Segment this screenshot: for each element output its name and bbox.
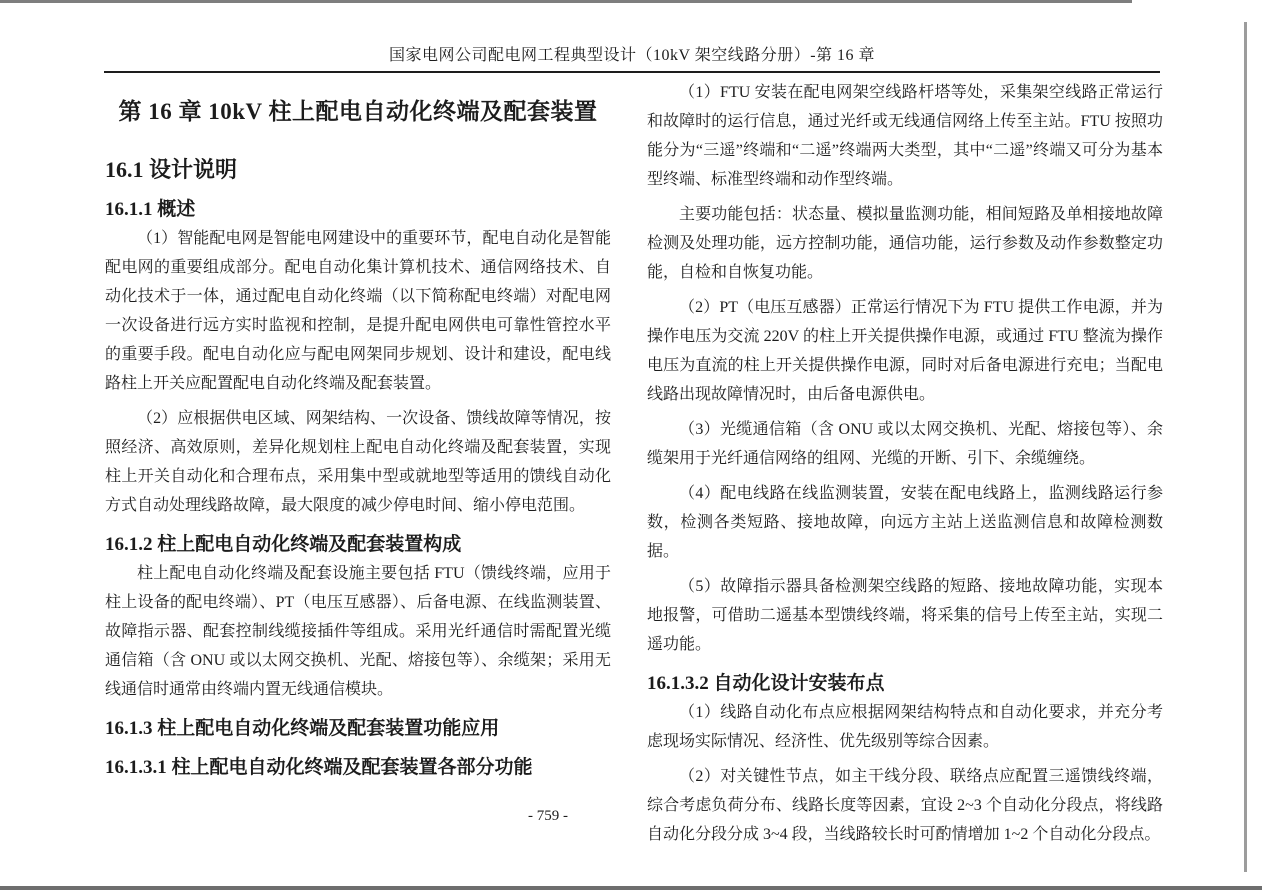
section-heading-16-1: 16.1 设计说明 xyxy=(105,157,238,182)
paragraph-layout-1: （1）线路自动化布点应根据网架结构特点和自动化要求，并充分考虑现场实际情况、经济性、优先级别等综合因素。 xyxy=(647,704,1163,750)
paragraph-overview-1: （1）智能配电网是智能电网建设中的重要环节，配电自动化是智能配电网的重要组成部分。配电自动化集计算机技术、通信网络技术、自动化技术于一体，通过配电自动化终端（以下简称配电终端）对配电网一次设备进行远方实时监视和控制，是提升配电网供电可靠性管控水平的重要手段。配电自动化应与配电网架同步规划、设计和建设，配电线路柱上开关应配置配电自动化终端及配套装置。 xyxy=(105,230,611,392)
paragraph-pt: （2）PT（电压互感器）正常运行情况下为 FTU 提供工作电源，并为操作电压为交流 220V 的柱上开关提供操作电源，或通过 FTU 整流为操作电压为直流的柱上开关提供操作电源，同时对后备电源进行充电；当配电线路出现故障情况时，由后备电源供电。 xyxy=(647,299,1163,403)
paragraph-layout-2: （2）对关键性节点，如主干线分段、联络点应配置三遥馈线终端，综合考虑负荷分布、线路长度等因素，宜设 2~3 个自动化分段点，将线路自动化分段分成 3~4 段，当线路较长时可酌情增加 1~2 个自动化分段点。 xyxy=(647,768,1163,843)
subsection-heading-16-1-3-1: 16.1.3.1 柱上配电自动化终端及配套装置各部分功能 xyxy=(105,757,533,778)
scan-bottom-border-line xyxy=(0,886,1262,890)
subsection-heading-16-1-3-2: 16.1.3.2 自动化设计安装布点 xyxy=(647,673,885,694)
paragraph-functions: 主要功能包括：状态量、模拟量监测功能，相间短路及单相接地故障检测及处理功能，远方控制功能，通信功能，运行参数及动作参数整定功能，自检和自恢复功能。 xyxy=(647,206,1163,281)
page-number: - 759 - xyxy=(528,808,568,824)
right-column xyxy=(647,78,1163,855)
left-column xyxy=(105,95,611,782)
scan-top-border-line xyxy=(0,0,1132,3)
paragraph-ftu: （1）FTU 安装在配电网架空线路杆塔等处，采集架空线路正常运行和故障时的运行信息，通过光纤或无线通信网络上传至主站。FTU 按照功能分为“三遥”终端和“二遥”终端两大类型，其中“二遥”终端又可分为基本型终端、标准型终端和动作型终端。 xyxy=(647,84,1163,188)
header-rule xyxy=(104,71,1160,73)
chapter-title: 第 16 章 10kV 柱上配电自动化终端及配套装置 xyxy=(118,99,598,124)
subsection-heading-16-1-1: 16.1.1 概述 xyxy=(105,199,196,220)
scan-right-border-line xyxy=(1244,22,1247,872)
paragraph-composition: 柱上配电自动化终端及配套设施主要包括 FTU（馈线终端，应用于柱上设备的配电终端）、PT（电压互感器）、后备电源、在线监测装置、故障指示器、配套控制线缆接插件等组成。采用光纤通信时需配置光缆通信箱（含 ONU 或以太网交换机、光配、熔接包等）、余缆架；采用无线通信时通常由终端内置无线通信模块。 xyxy=(105,565,611,698)
paragraph-overview-2: （2）应根据供电区域、网架结构、一次设备、馈线故障等情况，按照经济、高效原则，差异化规划柱上配电自动化终端及配套装置，实现柱上开关自动化和合理布点，采用集中型或就地型等适用的馈线自动化方式自动处理线路故障，最大限度的减少停电时间、缩小停电范围。 xyxy=(105,410,611,514)
paragraph-fiber-box: （3）光缆通信箱（含 ONU 或以太网交换机、光配、熔接包等）、余缆架用于光纤通信网络的组网、光缆的开断、引下、余缆缠绕。 xyxy=(647,421,1163,467)
paragraph-fault-indicator: （5）故障指示器具备检测架空线路的短路、接地故障功能，实现本地报警，可借助二遥基本型馈线终端，将采集的信号上传至主站，实现二遥功能。 xyxy=(647,578,1163,653)
paragraph-online-monitor: （4）配电线路在线监测装置，安装在配电线路上，监测线路运行参数，检测各类短路、接地故障，向远方主站上送监测信息和故障检测数据。 xyxy=(647,485,1163,560)
subsection-heading-16-1-2: 16.1.2 柱上配电自动化终端及配套装置构成 xyxy=(105,534,462,555)
subsection-heading-16-1-3: 16.1.3 柱上配电自动化终端及配套装置功能应用 xyxy=(105,718,500,739)
running-header: 国家电网公司配电网工程典型设计（10kV 架空线路分册）-第 16 章 xyxy=(388,47,876,64)
